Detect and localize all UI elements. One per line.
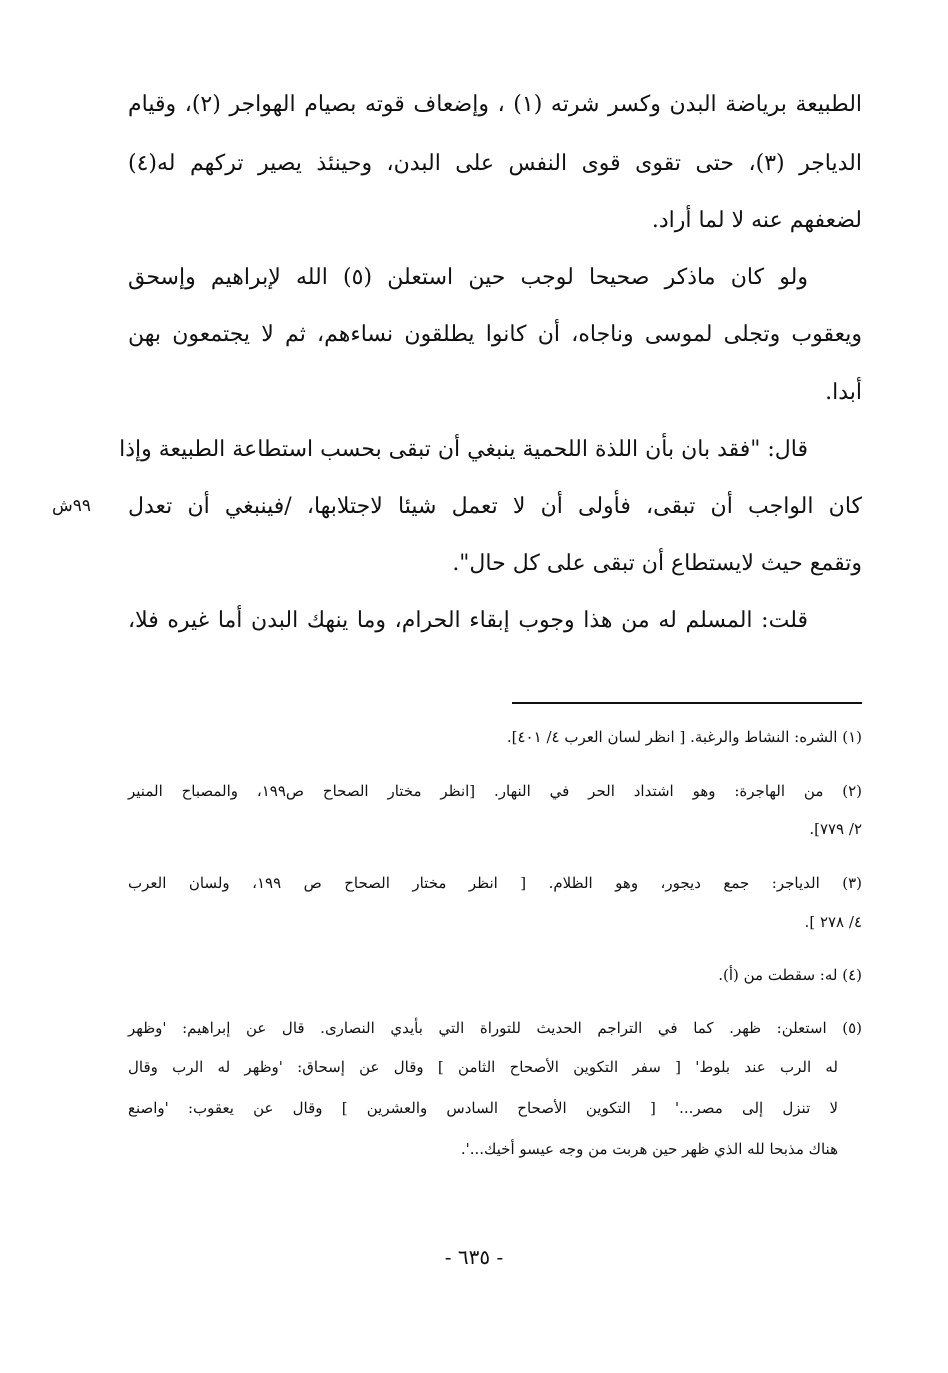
footnote-2-line-1: (٢) من الهاجرة: وهو اشتداد الحر في النهار. [انظر مختار الصحاح ص١٩٩، والمصباح المنير — [128, 782, 862, 800]
footnote-5-line-1: (٥) استعلن: ظهر. كما في التراجم الحديث للتوراة التي بأيدي النصارى. قال عن إبراهيم: 'وظهر — [128, 1019, 862, 1037]
body-line-7: قال: "فقد بان بأن اللذة اللحمية ينبغي أن تبقى بحسب استطاعة الطبيعة وإذا — [119, 437, 808, 462]
footnote-4: (٤) له: سقطت من (أ). — [718, 966, 862, 984]
body-line-4: ولو كان ماذكر صحيحا لوجب حين استعلن (٥) الله لإبراهيم وإسحق — [128, 265, 809, 290]
body-line-6: أبدا. — [825, 380, 862, 405]
body-line-10: قلت: المسلم له من هذا وجوب إبقاء الحرام، وما ينهك البدن أما غيره فلا، — [128, 608, 808, 633]
body-line-1: الطبيعة برياضة البدن وكسر شرته (١) ، وإضعاف قوته بصيام الهواجر (٢)، وقيام — [128, 92, 863, 117]
body-line-9: وتقمع حيث لايستطاع أن تبقى على كل حال". — [452, 551, 862, 576]
footnote-3-line-1: (٣) الدياجر: جمع ديجور، وهو الظلام. [ انظر مختار الصحاح ص ١٩٩، ولسان العرب — [128, 874, 862, 892]
footnote-5-line-4: هناك مذبحا لله الذي ظهر حين هربت من وجه عيسو أخيك...'. — [460, 1140, 838, 1158]
body-line-5: ويعقوب وتجلى لموسى وناجاه، أن كانوا يطلقون نساءهم، ثم لا يجتمعون بهن — [128, 322, 862, 347]
margin-folio-note: ٩٩ش — [52, 496, 92, 516]
footnote-2-line-2: ٢/ ٧٧٩]. — [809, 820, 862, 838]
footnote-separator — [512, 702, 862, 704]
body-line-3: لضعفهم عنه لا لما أراد. — [651, 208, 862, 233]
footnote-5-line-2: له الرب عند بلوط' [ سفر التكوين الأصحاح الثامن ] وقال عن إسحاق: 'وظهر له الرب وقال — [128, 1058, 838, 1076]
footnote-1: (١) الشره: النشاط والرغبة. [ انظر لسان العرب ٤/ ٤٠١]. — [506, 728, 862, 746]
footnote-5-line-3: لا تنزل إلى مصر...' [ التكوين الأصحاح السادس والعشرين ] وقال عن يعقوب: 'واصنع — [128, 1099, 838, 1117]
footnote-3-line-2: ٤/ ٢٧٨ ]. — [804, 913, 862, 931]
body-line-8: كان الواجب أن تبقى، فأولى أن لا تعمل شيئا لاجتلابها، /فينبغي أن تعدل — [128, 494, 862, 519]
page-number: - ٦٣٥ - — [444, 1245, 504, 1269]
body-line-2: الدياجر (٣)، حتى تقوى قوى النفس على البدن، وحينئذ يصير تركهم له(٤) — [128, 151, 862, 176]
